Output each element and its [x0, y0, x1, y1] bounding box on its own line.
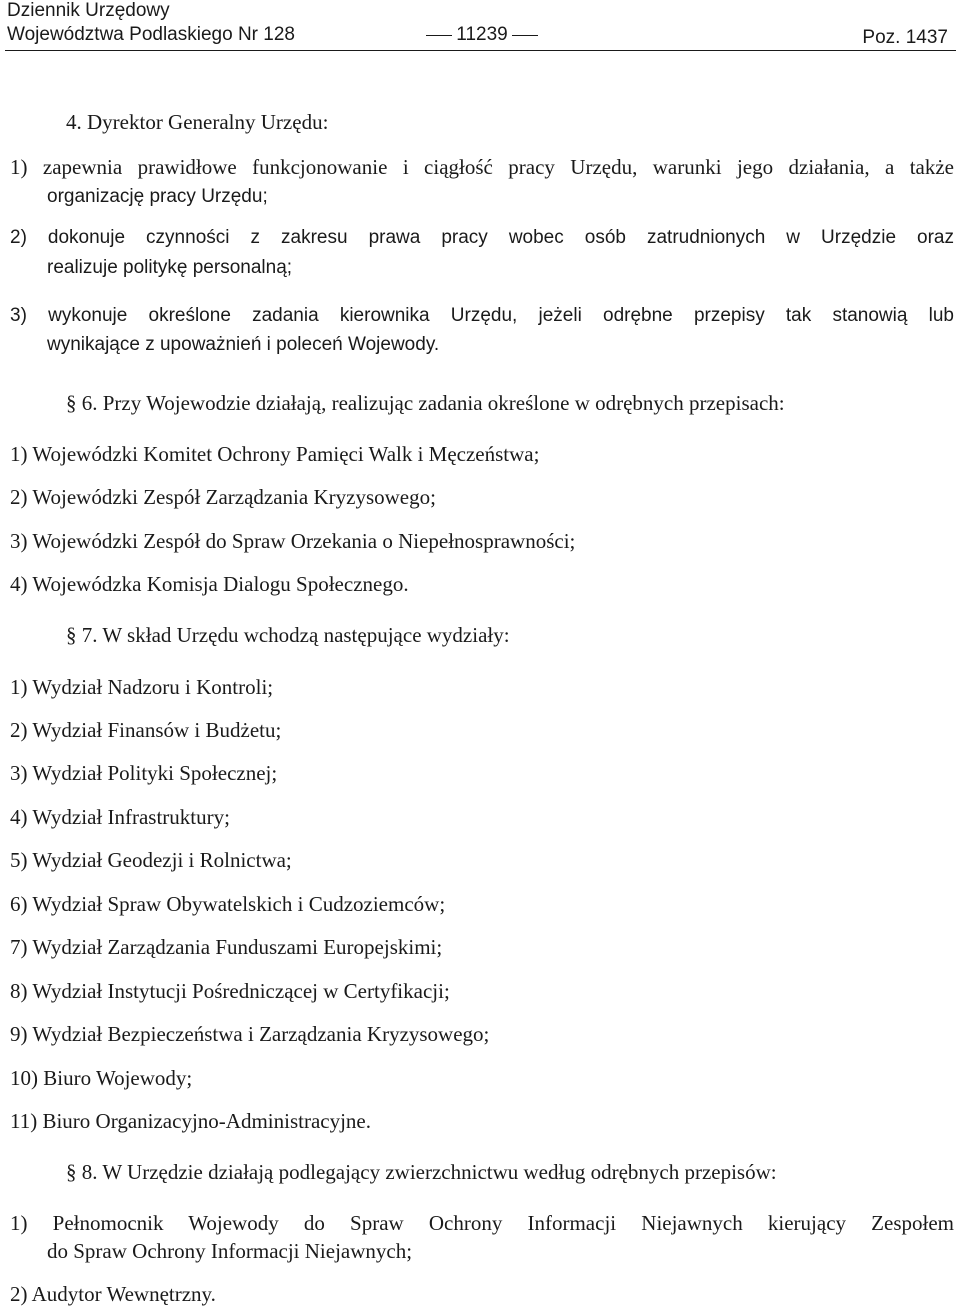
- section-8-heading-text: 8. W Urzędzie działają podlegający zwierzchnictwu według odrębnych przepisów:: [81, 1160, 777, 1184]
- paragraph-sign: §: [66, 623, 77, 647]
- department-item: 1) Wydział Nadzoru i Kontroli;: [10, 675, 274, 699]
- section-4-item-2-cont: realizuje politykę personalną;: [47, 257, 293, 278]
- department-item: 11) Biuro Organizacyjno-Administracyjne.: [10, 1109, 371, 1133]
- paragraph-sign: §: [66, 391, 77, 415]
- header-rule: [5, 50, 956, 51]
- department-item: 2) Wydział Finansów i Budżetu;: [10, 718, 282, 742]
- department-item: 5) Wydział Geodezji i Rolnictwa;: [10, 848, 292, 872]
- section-4-item-3-cont: wynikające z upoważnień i poleceń Wojewody.: [47, 334, 440, 355]
- section-6-item: 3) Wojewódzki Zespół do Spraw Orzekania o Niepełnosprawności;: [10, 529, 576, 553]
- department-item: 6) Wydział Spraw Obywatelskich i Cudzoziemców;: [10, 892, 446, 916]
- section-8-item-1-cont: do Spraw Ochrony Informacji Niejawnych;: [47, 1239, 413, 1263]
- department-item: 7) Wydział Zarządzania Funduszami Europejskimi;: [10, 935, 443, 959]
- section-8-item-2: 2) Audytor Wewnętrzny.: [10, 1282, 216, 1306]
- section-8-heading: [66, 1160, 777, 1184]
- section-4-heading: 4. Dyrektor Generalny Urzędu:: [66, 110, 329, 134]
- section-6-item: 2) Wojewódzki Zespół Zarządzania Kryzysowego;: [10, 485, 436, 509]
- department-item: 3) Wydział Polityki Społecznej;: [10, 761, 278, 785]
- section-4-item-1-cont: organizację pracy Urzędu;: [47, 186, 268, 207]
- section-6-item: 4) Wojewódzka Komisja Dialogu Społecznego.: [10, 572, 409, 596]
- position-number: Poz. 1437: [862, 27, 948, 48]
- section-7-heading-text: 7. W skład Urzędu wchodzą następujące wydziały:: [81, 623, 510, 647]
- section-6-item: 1) Wojewódzki Komitet Ochrony Pamięci Walk i Męczeństwa;: [10, 442, 540, 466]
- journal-title: Dziennik Urzędowy: [7, 0, 170, 21]
- department-item: 4) Wydział Infrastruktury;: [10, 805, 230, 829]
- page-number: 11239: [456, 24, 508, 45]
- journal-volume: Województwa Podlaskiego Nr 128: [7, 24, 295, 45]
- section-4-item-3: 3) wykonuje określone zadania kierownika Urzędu, jeżeli odrębne przepisy tak stanowią lub: [10, 305, 954, 326]
- paragraph-sign: §: [66, 1160, 77, 1184]
- department-item: 9) Wydział Bezpieczeństwa i Zarządzania Kryzysowego;: [10, 1022, 490, 1046]
- section-4-item-1: 1) zapewnia prawidłowe funkcjonowanie i ciągłość pracy Urzędu, warunki jego działania, a także: [10, 155, 954, 179]
- page-number-dash-right: [512, 35, 538, 36]
- section-8-item-1: 1) Pełnomocnik Wojewody do Spraw Ochrony Informacji Niejawnych kierujący Zespołem: [10, 1211, 954, 1235]
- section-7-heading: [66, 623, 510, 647]
- department-item: 10) Biuro Wojewody;: [10, 1066, 193, 1090]
- page-header: [0, 0, 960, 52]
- department-item: 8) Wydział Instytucji Pośredniczącej w Certyfikacji;: [10, 979, 450, 1003]
- section-4-item-2: 2) dokonuje czynności z zakresu prawa pracy wobec osób zatrudnionych w Urzędzie oraz: [10, 227, 954, 248]
- section-6-heading: [66, 391, 785, 415]
- section-6-heading-text: 6. Przy Wojewodzie działają, realizując zadania określone w odrębnych przepisach:: [81, 391, 785, 415]
